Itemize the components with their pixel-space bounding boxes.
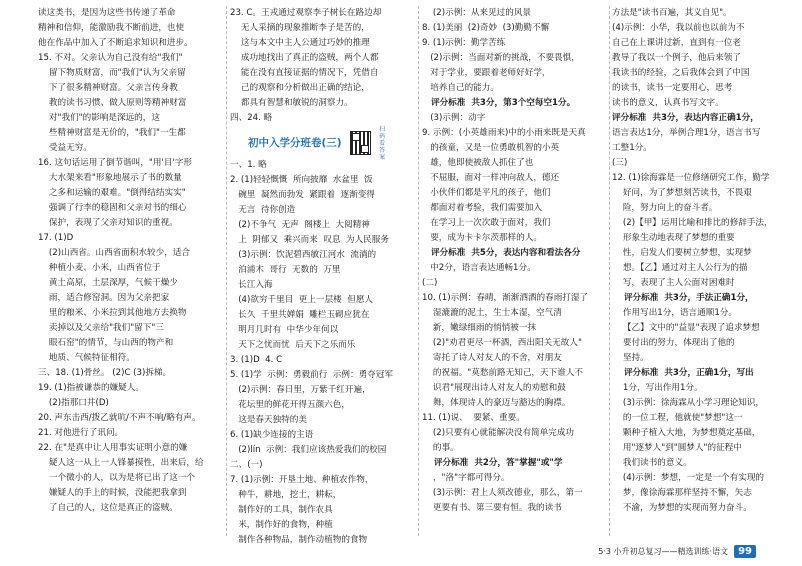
answer-line: 雨，适合修窑洞。因为父亲把家 <box>38 293 170 303</box>
answer-line: 1分，写出作用1分。 <box>612 383 703 393</box>
page-footer <box>598 545 756 558</box>
answer-line: 要，成为卡卡尔茨那样的人。 <box>422 233 542 243</box>
answer-line: 无言 待你创造 <box>230 205 296 215</box>
answer-line: 方法是"读书百遍，其义自见"。 <box>612 8 732 18</box>
answer-line: 读这类书，是因为这些书传递了革命 <box>38 8 176 18</box>
answer-line: 教的读书习惯、做人原则等精神财富 <box>38 98 187 108</box>
answer-line: 颗种子植入大地，为梦想奠定基础， <box>612 428 761 438</box>
answer-line: (4)示例：梦想，一定是一个有实现的 <box>612 473 765 483</box>
answer-line: 自己在上课讲过新，直到有一位老 <box>612 38 741 48</box>
answer-line: 8. (1)美丽 (2)奇妙 (3)勤勤不懈 <box>422 23 550 33</box>
answer-line: 评分标准 共5分，表达内容和看法各分 <box>422 248 581 258</box>
page-number: 99 <box>734 545 756 558</box>
answer-line: 的祝福。"莫愁前路无知己，天下谁人不 <box>422 368 583 378</box>
qr-code-icon <box>350 131 372 155</box>
answer-line: 成功地找出了真正的盗贼，两个人都 <box>230 53 379 63</box>
answer-line: 制作好的工具，制作农具 <box>230 505 333 515</box>
answer-line: 的读书，读书一定要用心，思考 <box>612 83 733 93</box>
answer-line: 识君"展现出诗人对友人的劝慰和鼓 <box>422 383 566 393</box>
answer-line: 制作各种物品，制作动植物的食物 <box>230 535 368 545</box>
column-divider <box>609 6 610 536</box>
answer-line: 评分标准 共3分，第3个空每空1分。 <box>422 98 576 108</box>
answer-line: (2)示例：从来见过的风景 <box>422 8 532 18</box>
answer-line: 用"逐梦人"到"圆梦人"的征程中 <box>612 443 742 453</box>
exam-banner <box>248 125 388 161</box>
answer-line: 天下之忧而忧 后天下之乐而乐 <box>230 340 356 350</box>
answer-line: (3)示例：动字 <box>422 113 486 123</box>
answer-line: 7. (1)示例：开垦土地、种植农作物， <box>230 475 374 485</box>
answer-line: 雄，他即使被敌人抓住了也 <box>422 158 534 168</box>
answer-line: 的事。 <box>422 443 459 453</box>
answer-line: 黄土高原，土层深厚，气候干燥少 <box>38 278 178 288</box>
answer-line: 眼石窑"的情节，与山西的物产和 <box>38 338 174 348</box>
answer-line: 评分标准 共3分，手法正确1分， <box>612 293 754 303</box>
answer-line: 我们读书的意义。 <box>612 458 692 468</box>
answer-line: 长江入海 <box>230 280 273 290</box>
answer-line: (2)"劝君更尽一杯酒，西出阳关无故人" <box>422 338 582 348</box>
answer-line: 新，嫩绿细雨的悄悄被一抹 <box>422 323 537 333</box>
answer-column-2 <box>230 6 416 545</box>
answer-line: 湿漉漉的泥土，生士本湿，空气清 <box>422 308 562 318</box>
book-series-label: 5·3 小升初总复习——精选训练·语文 <box>598 547 729 556</box>
answer-line: (2)山西省。山西省面积水较少，适合 <box>38 248 191 258</box>
answer-line: 坚持。 <box>612 353 649 363</box>
answer-line: 5. (1)学 示例：勇毅前行 示例：勇夺冠军 <box>230 370 393 380</box>
answer-line: 在学习上一次次敢于面对，我们 <box>422 218 551 228</box>
answer-line: 都具有智慧和敏锐的洞察力。 <box>230 98 353 108</box>
exam-title: 初中入学分班卷(三) <box>248 136 342 149</box>
answer-line: 他在作品中加入了不断追求知识和进步。 <box>38 38 193 48</box>
answer-line: 疑人这一从上一人锋暴摸性，出来后，给 <box>38 458 204 468</box>
answer-line: 6. (1)缺少连接的主语 <box>230 430 314 440</box>
answer-line: 些精神财富是无价的，"我们"一生都 <box>38 128 186 138</box>
answer-line: 种植小麦、小米，山西省位于 <box>38 263 161 273</box>
answer-line: 受益无穷。 <box>38 143 92 153</box>
answer-line: 一、1. 略 <box>230 160 267 170</box>
answer-line: 上 阴郁又 乘兴而来 叹息 为人民服务 <box>230 235 389 245</box>
answer-line: (二) <box>422 278 438 288</box>
answer-line: 己的观察和分析做出正确的结论， <box>230 83 370 93</box>
answer-line: 16. 这句话运用了倒节谐叫，"用'目'字形 <box>38 158 192 168</box>
answer-line: 23. C。王戎通过观察李子树长在路边却 <box>230 8 382 18</box>
answer-line: 中2分，语言表达通畅1分。 <box>422 263 536 273</box>
answer-line: 能在没有直接证据的情况下，凭借自 <box>230 68 379 78</box>
column-divider <box>418 6 419 536</box>
answer-line: 了自己的人，这位是真正的盗贼。 <box>38 503 178 513</box>
answer-line: (3)示例：徐海霖从小学习理论知识， <box>612 398 765 408</box>
answer-line: 这与本文中主人公通过巧妙的推理 <box>230 38 370 48</box>
answer-line: 明月几时有 中华少年何以 <box>230 325 339 335</box>
answer-line: 的一位工程，他就使"梦想"这一 <box>612 413 743 423</box>
answer-line: 15. 不对。父亲认为自己没有给"我们" <box>38 53 183 63</box>
answer-line: 评分标准 共2分，答"掌握"或"学 <box>422 458 563 468</box>
answer-line: 9. 示例：(小英雄雨来)中的小雨来既是天真 <box>422 128 586 138</box>
answer-line: 20. 声东击西/拨乙就吭/不声不响/略有声。 <box>38 413 201 423</box>
answer-line: 舞，体现诗人的豪迈与豁达的胸襟。 <box>422 398 571 408</box>
answer-line: 留下物质财富，而"我们"认为父亲留 <box>38 68 186 78</box>
answer-line: 评分标准 共3分，表达内容正确1分， <box>612 113 759 123</box>
answer-line: 9. (1)示例：勤学苦练 <box>422 38 506 48</box>
answer-line: 工整1分。 <box>612 143 652 153</box>
answer-line: 险，努力向上的奋斗者。 <box>612 203 718 213</box>
answer-line: 要付出的努力，体现出了他的 <box>612 338 735 348</box>
answer-line: 11. (1)说、 要紧、重要。 <box>422 413 525 423</box>
answer-line: 作用写出1分，语言通顺1分。 <box>612 308 737 318</box>
answer-column-3 <box>422 6 608 538</box>
section-heading: 四、24. 略 <box>230 113 273 123</box>
answer-line: 无人采摘的现象推断李子是苦的， <box>230 23 370 33</box>
answer-line: 22. 在"是真中让人用事实证明小意的嫌 <box>38 443 188 453</box>
answer-line: 卖掉以及父亲给"我们"留下"三 <box>38 323 164 333</box>
answer-line: 里的粮米、小米拉到其他地方去换物 <box>38 308 187 318</box>
answer-line: 的孩童，又是一位勇敢机智的小英 <box>422 143 560 153</box>
answer-line: 长久 千里共婵娟 雕栏玉砌应犹在 <box>230 310 370 320</box>
answer-line: ，"洛"字都可得分。 <box>422 473 510 483</box>
answer-line: 小伙伴们都是平凡的孩子，他们 <box>422 188 551 198</box>
answer-line: 寄托了诗人对友人的不舍，对朋友 <box>422 353 562 363</box>
answer-line: 种牛，耕地，挖土，耕耘， <box>230 490 342 500</box>
answer-line: 3. (1)D 4. C <box>230 355 283 365</box>
answer-line: 三、18. (1)骨丝。 (2)C (3)拆梯。 <box>38 368 172 378</box>
answer-line: 之多和运输的艰难。"倒得结结实实" <box>38 188 186 198</box>
answer-line: 碗里 凝然而勃发 紧跟着 逐渐变得 <box>230 190 375 200</box>
answer-column-4 <box>612 6 802 538</box>
qr-caption: 扫码看答案 <box>379 125 386 161</box>
answer-line: 这是春天独特的美 <box>230 415 307 425</box>
answer-line: 都面对着考验，我们需要加入 <box>422 203 542 213</box>
answer-line: 想。【乙】通过对主人公行为的描 <box>612 263 748 273</box>
answer-line: (4)欲穷千里目 更上一层楼 但愿人 <box>230 295 374 305</box>
answer-line: 对"我们"的影响是深远的，这 <box>38 113 160 123</box>
answer-line: 梦，像徐海霖那样坚持不懈，矢志 <box>612 488 752 498</box>
answer-line: 二、(一) <box>230 460 263 470</box>
answer-line: 语言表达1分，举例合理1分，语言书写 <box>612 128 761 138</box>
answer-line: 嫌疑人的手上的时候，没能把我拿到 <box>38 488 187 498</box>
answer-line: 对于学业，要跟着老师好好学， <box>422 68 551 78</box>
answer-line: (2)指那口井(D) <box>38 398 109 408</box>
answer-line: 泊浦木 哥行 无数的 万里 <box>230 265 341 275</box>
answer-line: 教导了我以一个例子，他后来领了 <box>612 53 741 63</box>
answer-line: (2)【甲】运用比喻和排比的修辞手法， <box>612 218 773 228</box>
answer-line: 性，启发人们要树立梦想，实现梦 <box>612 248 752 258</box>
answer-line: 米，制作好的食物，种植 <box>230 520 333 530</box>
answer-line: 读书的意义，认真书写文字。 <box>612 98 724 108</box>
answer-line: 21. 对他进行了讯问。 <box>38 428 124 438</box>
answer-line: 强调了行李的稳固和父亲对书的细心 <box>38 203 187 213</box>
answer-line: (4)示例：小华，我以前也以前为不 <box>612 23 745 33</box>
answer-line: 形象生动地表现了梦想的重要 <box>612 233 735 243</box>
answer-column-1 <box>38 6 228 538</box>
answer-line: (3)示例：君上人须改德业，那么，第一 <box>422 488 583 498</box>
answer-line: 保护，表现了父亲对知识的重视。 <box>38 218 178 228</box>
answer-line: 2. (1)轻轻慨慨 所向披靡 水盆里 饭 <box>230 175 373 185</box>
answer-line: 更要有书、第三要有恒。我的读书 <box>422 503 562 513</box>
answer-line: 19. (1)指被谦恭的嫌疑人。 <box>38 383 144 393</box>
answer-line: (2)只要有心就能解决没有简单完成功 <box>422 428 575 438</box>
answer-line: 大水架来看"形象地展示了书的数量 <box>38 173 182 183</box>
answer-line: 精神和信仰，能激励我不断前进，也使 <box>38 23 185 33</box>
answer-line: 好问，为了梦想刻苦读书，不畏艰 <box>612 188 752 198</box>
answer-line: 花坛里的鲜花开得五颜六色， <box>230 400 350 410</box>
answer-line: 地质、气候特征相符。 <box>38 353 135 363</box>
answer-line: 17. (1)D <box>38 233 74 243</box>
answer-line: (2)示例：春日里，万紫千红开遍， <box>230 385 371 395</box>
answer-line: 评分标准 共3分，正确1分，写出 <box>612 368 754 378</box>
column-divider <box>226 6 227 536</box>
answer-line: 培养自己的能力。 <box>422 83 499 93</box>
answer-line: (2)示例：当面对新的挑战，不要畏惧， <box>422 53 580 63</box>
answer-line: (3)示例：饮泥碧西敏江河水 流淌的 <box>230 250 377 260</box>
answer-line: 下了很多精神财富。父亲言传身教 <box>38 83 178 93</box>
answer-line: (2)不争气 无声 阁楼上 大阅精神 <box>230 220 370 230</box>
answer-line: 不屈服，面对一样冲向敌人，德还 <box>422 173 560 183</box>
answer-line: (2)lín 示例：我们应该热爱我们的校园 <box>230 445 387 455</box>
answer-line: 不渝，为梦想的实现而努力奋斗。 <box>612 503 752 513</box>
answer-line: (三) <box>612 158 628 168</box>
answer-line: 我读书的经验，之后我体会到了中国 <box>612 68 750 78</box>
answer-line: 12. (1)徐海霖是一位修缮研究工作，勤学 <box>612 173 770 183</box>
answer-line: 【乙】文中的"益显"表现了追求梦想 <box>612 323 760 333</box>
answer-line: 写，表现了主人公面对困难时 <box>612 278 735 288</box>
answer-line: 一个微小的人，以为是将已出了这一个 <box>38 473 196 483</box>
answer-line: 10. (1)示例：春晴，渐渐洒酒的春雨打湿了 <box>422 293 589 303</box>
